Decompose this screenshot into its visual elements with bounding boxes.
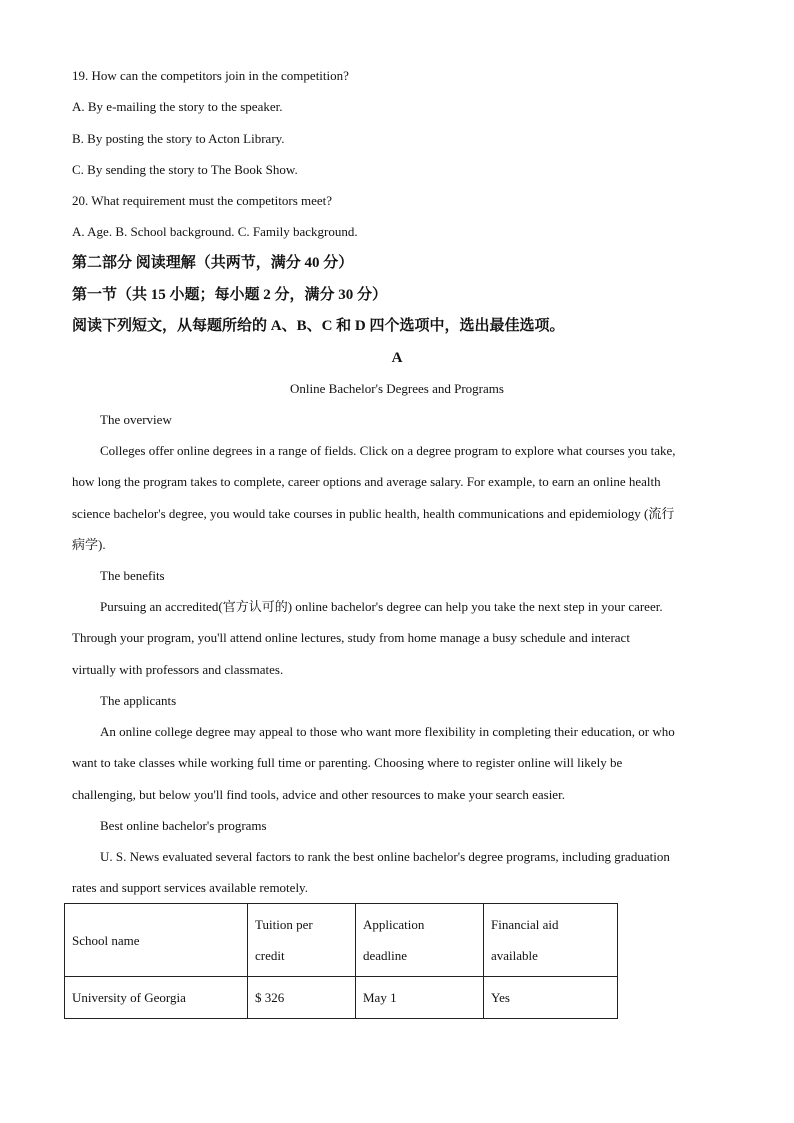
- benefits-line-1: Pursuing an accredited(官方认可的) online bachelor's degree can help you take the next step in your career.: [100, 599, 663, 614]
- q20-options: A. Age. B. School background. C. Family background.: [72, 224, 358, 239]
- cell-tuition: $ 326: [248, 977, 356, 1019]
- header-financial-aid: [484, 904, 618, 977]
- cell-school-name: University of Georgia: [65, 977, 248, 1019]
- programs-table: [64, 903, 618, 1019]
- overview-line-4: 病学).: [72, 537, 106, 552]
- header-tuition-line-2: credit: [255, 948, 285, 963]
- section-instruction: 阅读下列短文，从每题所给的 A、B、C 和 D 四个选项中，选出最佳选项。: [72, 318, 565, 334]
- applicants-line-1: An online college degree may appeal to those who want more flexibility in completing their education, or who: [100, 724, 675, 739]
- best-programs-line-2: rates and support services available remotely.: [72, 880, 308, 895]
- overview-line-3: science bachelor's degree, you would take courses in public health, health communications and epidemiology (流行: [72, 506, 675, 521]
- q20-stem: 20. What requirement must the competitors meet?: [72, 193, 333, 208]
- overview-heading: The overview: [100, 412, 172, 427]
- header-school-name: School name: [65, 904, 248, 977]
- table-row: [65, 977, 618, 1019]
- benefits-heading: The benefits: [100, 568, 165, 583]
- passage-title: Online Bachelor's Degrees and Programs: [290, 381, 504, 396]
- applicants-heading: The applicants: [100, 693, 177, 708]
- applicants-line-2: want to take classes while working full time or parenting. Choosing where to register online will likely be: [72, 755, 623, 770]
- header-deadline-line-1: Application: [363, 917, 425, 932]
- applicants-line-3: challenging, but below you'll find tools, advice and other resources to make your search easier.: [72, 787, 565, 802]
- subsection-heading: 第一节（共 15 小题；每小题 2 分，满分 30 分）: [72, 287, 388, 303]
- part-heading: 第二部分 阅读理解（共两节，满分 40 分）: [72, 255, 354, 271]
- best-programs-line-1: U. S. News evaluated several factors to rank the best online bachelor's degree programs, including graduation: [100, 849, 670, 864]
- cell-deadline: May 1: [356, 977, 484, 1019]
- cell-financial-aid: Yes: [484, 977, 618, 1019]
- benefits-line-3: virtually with professors and classmates.: [72, 662, 284, 677]
- header-deadline-line-2: deadline: [363, 948, 408, 963]
- benefits-line-2: Through your program, you'll attend online lectures, study from home manage a busy schedule and interact: [72, 630, 630, 645]
- overview-line-1: Colleges offer online degrees in a range of fields. Click on a degree program to explore what courses you take,: [100, 443, 676, 458]
- q19-option-a: A. By e-mailing the story to the speaker.: [72, 99, 283, 114]
- q19-stem: 19. How can the competitors join in the competition?: [72, 68, 349, 83]
- passage-letter: A: [391, 350, 403, 366]
- q19-option-c: C. By sending the story to The Book Show.: [72, 162, 298, 177]
- q19-option-b: B. By posting the story to Acton Library.: [72, 131, 285, 146]
- overview-line-2: how long the program takes to complete, career options and average salary. For example, to earn an online health: [72, 474, 661, 489]
- header-aid-line-2: available: [491, 948, 538, 963]
- header-tuition: [248, 904, 356, 977]
- header-tuition-line-1: Tuition per: [255, 917, 313, 932]
- best-programs-heading: Best online bachelor's programs: [100, 818, 267, 833]
- header-deadline: [356, 904, 484, 977]
- header-aid-line-1: Financial aid: [491, 917, 559, 932]
- table-header-row: [65, 904, 618, 977]
